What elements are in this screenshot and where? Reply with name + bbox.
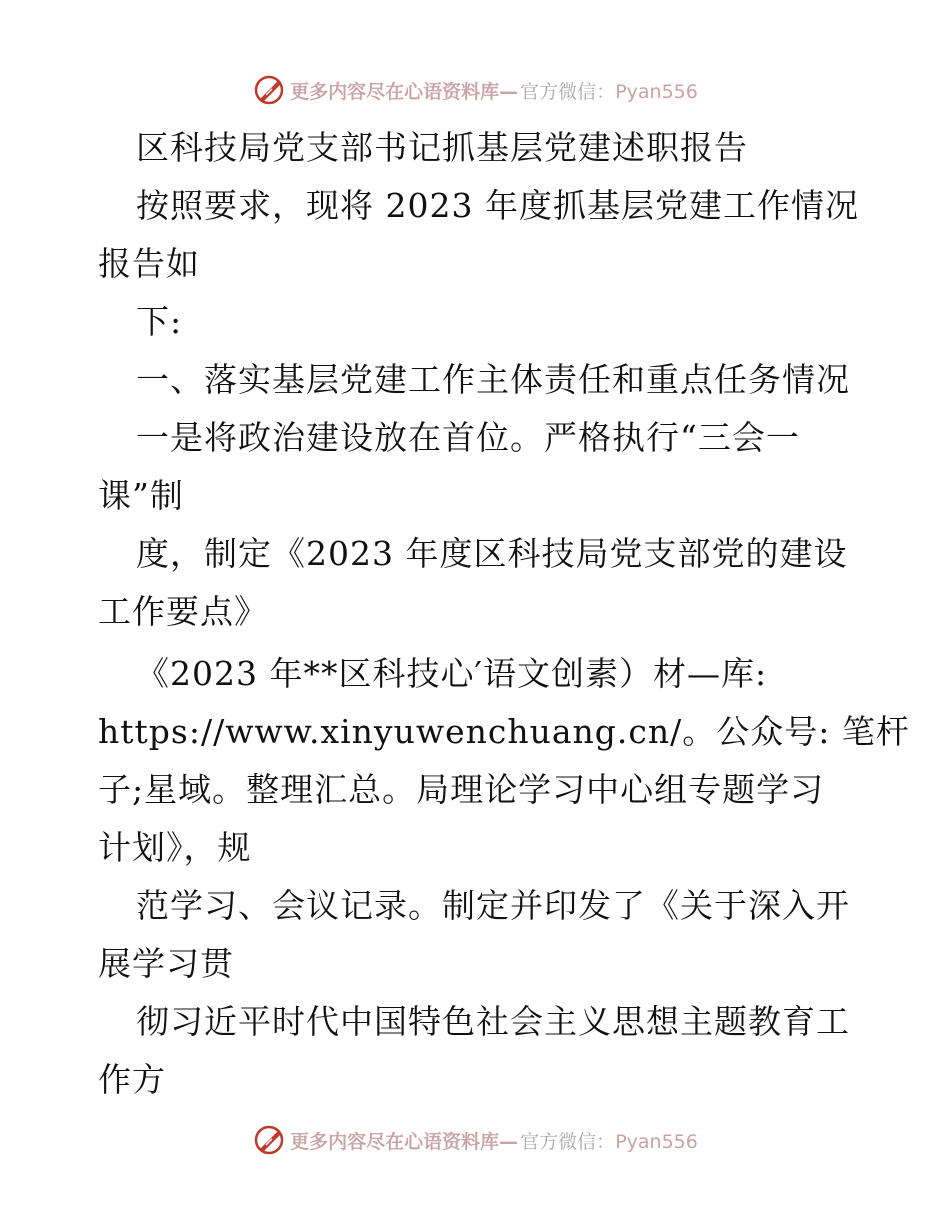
header-wechat-id: Pyan556 bbox=[615, 80, 698, 103]
quill-logo-icon bbox=[252, 73, 286, 107]
text-line: 课”制 bbox=[98, 476, 184, 515]
footer-wechat-label: 官方微信： bbox=[520, 1130, 616, 1153]
footer-wechat-id: Pyan556 bbox=[615, 1130, 698, 1153]
header-banner-text bbox=[290, 77, 698, 104]
text-line: 报告如 bbox=[98, 244, 200, 283]
text-line: 作方 bbox=[98, 1060, 166, 1099]
text-line: 范学习、会议记录。制定并印发了《关于深入开 bbox=[136, 886, 850, 925]
header-dash: — bbox=[499, 80, 519, 103]
footer-dash: — bbox=[499, 1130, 519, 1153]
section-heading: 一、落实基层党建工作主体责任和重点任务情况 bbox=[136, 360, 850, 399]
quill-logo-icon bbox=[252, 1123, 286, 1157]
footer-banner bbox=[0, 1120, 950, 1160]
text-line: 计划》，规 bbox=[98, 828, 252, 867]
text-line: 按照要求，现将 2023 年度抓基层党建工作情况 bbox=[136, 186, 859, 225]
header-wechat-label: 官方微信： bbox=[520, 80, 616, 103]
text-line: 展学习贯 bbox=[98, 944, 234, 983]
text-line: 彻习近平时代中国特色社会主义思想主题教育工 bbox=[136, 1002, 850, 1041]
text-line: 工作要点》 bbox=[98, 592, 268, 631]
text-line: 子;星域。整理汇总。局理论学习中心组专题学习 bbox=[98, 770, 825, 809]
text-line: https://www.xinyuwenchuang.cn/。公众号: 笔杆 bbox=[98, 712, 910, 751]
text-line: 下: bbox=[136, 302, 183, 341]
text-line: 一是将政治建设放在首位。严格执行“三会一 bbox=[136, 418, 800, 457]
text-line: 度，制定《2023 年度区科技局党支部党的建设 bbox=[136, 534, 848, 573]
header-banner bbox=[0, 70, 950, 110]
document-title: 区科技局党支部书记抓基层党建述职报告 bbox=[136, 128, 748, 167]
footer-brand-text: 更多内容尽在心语资料库 bbox=[290, 1130, 500, 1153]
footer-banner-text bbox=[290, 1127, 698, 1154]
text-line: 《2023 年**区科技心′语文创素）材—库: bbox=[136, 654, 768, 693]
header-brand-text: 更多内容尽在心语资料库 bbox=[290, 80, 500, 103]
